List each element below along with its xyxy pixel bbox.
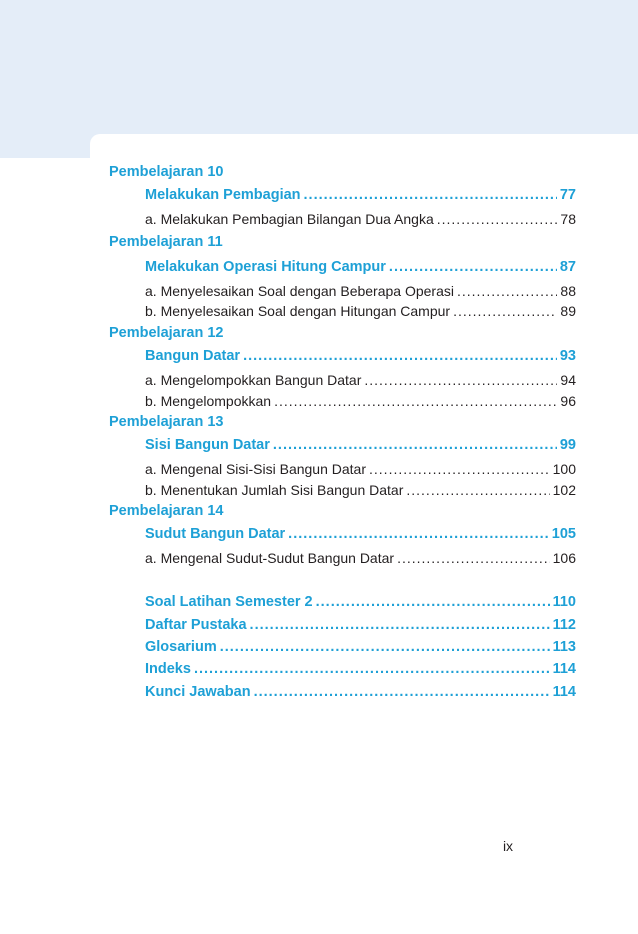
toc-entry-page: 102 bbox=[552, 482, 576, 498]
toc-heading-label: Pembelajaran 10 bbox=[109, 164, 224, 180]
toc-entry-page: 113 bbox=[552, 639, 576, 655]
toc-entry-page: 93 bbox=[559, 348, 576, 364]
toc-entry-jumlah-sisi[interactable] bbox=[145, 482, 576, 498]
toc-entry-page: 99 bbox=[559, 437, 576, 453]
toc-entry-page: 105 bbox=[551, 526, 576, 542]
toc-entry-bangun-datar[interactable] bbox=[145, 348, 576, 364]
toc-entry-page: 87 bbox=[559, 259, 576, 275]
dot-leader bbox=[304, 187, 557, 203]
toc-entry-page: 106 bbox=[552, 550, 576, 566]
toc-entry-label: Indeks bbox=[145, 661, 191, 677]
dot-leader bbox=[274, 393, 557, 409]
toc-entry-melakukan-pembagian[interactable] bbox=[145, 187, 576, 203]
toc-entry-page: 114 bbox=[552, 661, 576, 677]
dot-leader bbox=[250, 617, 550, 633]
toc-entry-label: Melakukan Pembagian bbox=[145, 187, 301, 203]
toc-entry-page: 112 bbox=[552, 617, 576, 633]
dot-leader bbox=[254, 684, 550, 700]
toc-heading-11 bbox=[109, 234, 579, 250]
toc-entry-label: b. Mengelompokkan bbox=[145, 393, 272, 409]
page-number: ix bbox=[502, 838, 514, 854]
toc-entry-label: Soal Latihan Semester 2 bbox=[145, 594, 313, 610]
toc-entry-page: 110 bbox=[552, 594, 576, 610]
toc-entry-label: Daftar Pustaka bbox=[145, 617, 247, 633]
toc-entry-sisi-bangun-datar[interactable] bbox=[145, 437, 576, 453]
dot-leader bbox=[406, 482, 549, 498]
toc-heading-label: Pembelajaran 13 bbox=[109, 414, 224, 430]
toc-entry-sudut-bangun-datar[interactable] bbox=[145, 526, 576, 542]
toc-entry-label: Melakukan Operasi Hitung Campur bbox=[145, 259, 386, 275]
toc-entry-page: 100 bbox=[552, 461, 576, 477]
toc-entry-hitungan-campur[interactable] bbox=[145, 303, 576, 319]
toc-heading-label: Pembelajaran 12 bbox=[109, 325, 224, 341]
toc-entry-page: 88 bbox=[560, 283, 576, 299]
toc-heading-label: Pembelajaran 11 bbox=[109, 234, 223, 250]
dot-leader bbox=[389, 259, 557, 275]
toc-entry-mengenal-sudut[interactable] bbox=[145, 550, 576, 566]
toc-heading-14 bbox=[109, 503, 579, 519]
toc-entry-label: a. Mengelompokkan Bangun Datar bbox=[145, 372, 362, 388]
toc-entry-label: a. Mengenal Sisi-Sisi Bangun Datar bbox=[145, 461, 367, 477]
toc-heading-13 bbox=[109, 414, 579, 430]
toc-entry-page: 89 bbox=[560, 303, 576, 319]
dot-leader bbox=[273, 437, 557, 453]
toc-entry-label: a. Mengenal Sudut-Sudut Bangun Datar bbox=[145, 550, 395, 566]
dot-leader bbox=[437, 211, 558, 227]
toc-entry-label: Glosarium bbox=[145, 639, 217, 655]
toc-entry-soal-latihan[interactable] bbox=[145, 594, 576, 610]
toc-heading-10 bbox=[109, 164, 579, 180]
dot-leader bbox=[243, 348, 557, 364]
dot-leader bbox=[194, 661, 550, 677]
toc-entry-daftar-pustaka[interactable] bbox=[145, 617, 576, 633]
dot-leader bbox=[364, 372, 557, 388]
toc-entry-mengelompokkan[interactable] bbox=[145, 393, 576, 409]
dot-leader bbox=[369, 461, 550, 477]
dot-leader bbox=[453, 303, 557, 319]
dot-leader bbox=[220, 639, 550, 655]
toc-entry-kunci-jawaban[interactable] bbox=[145, 684, 576, 700]
toc-entry-page: 78 bbox=[560, 211, 576, 227]
toc-heading-label: Pembelajaran 14 bbox=[109, 503, 224, 519]
toc-entry-beberapa-operasi[interactable] bbox=[145, 283, 576, 299]
toc-entry-label: b. Menyelesaikan Soal dengan Hitungan Campur bbox=[145, 303, 451, 319]
toc-heading-12 bbox=[109, 325, 579, 341]
toc-entry-page: 96 bbox=[560, 393, 576, 409]
toc-entry-label: a. Melakukan Pembagian Bilangan Dua Angka bbox=[145, 211, 434, 227]
dot-leader bbox=[288, 526, 549, 542]
toc-entry-page: 94 bbox=[560, 372, 576, 388]
toc-entry-operasi-hitung-campur[interactable] bbox=[145, 259, 576, 275]
toc-entry-mengelompokkan-bangun-datar[interactable] bbox=[145, 372, 576, 388]
toc-entry-page: 77 bbox=[559, 187, 576, 203]
toc-entry-label: Sisi Bangun Datar bbox=[145, 437, 270, 453]
toc-entry-indeks[interactable] bbox=[145, 661, 576, 677]
toc-entry-mengenal-sisi[interactable] bbox=[145, 461, 576, 477]
toc-entry-pembagian-dua-angka[interactable] bbox=[145, 211, 576, 227]
toc-entry-label: Sudut Bangun Datar bbox=[145, 526, 286, 542]
toc-entry-label: Kunci Jawaban bbox=[145, 684, 251, 700]
dot-leader bbox=[457, 283, 557, 299]
toc-entry-label: a. Menyelesaikan Soal dengan Beberapa Operasi bbox=[145, 283, 454, 299]
dot-leader bbox=[397, 550, 550, 566]
toc-entry-glosarium[interactable] bbox=[145, 639, 576, 655]
dot-leader bbox=[316, 594, 550, 610]
toc-entry-label: b. Menentukan Jumlah Sisi Bangun Datar bbox=[145, 482, 404, 498]
toc-entry-page: 114 bbox=[552, 684, 576, 700]
toc-entry-label: Bangun Datar bbox=[145, 348, 241, 364]
